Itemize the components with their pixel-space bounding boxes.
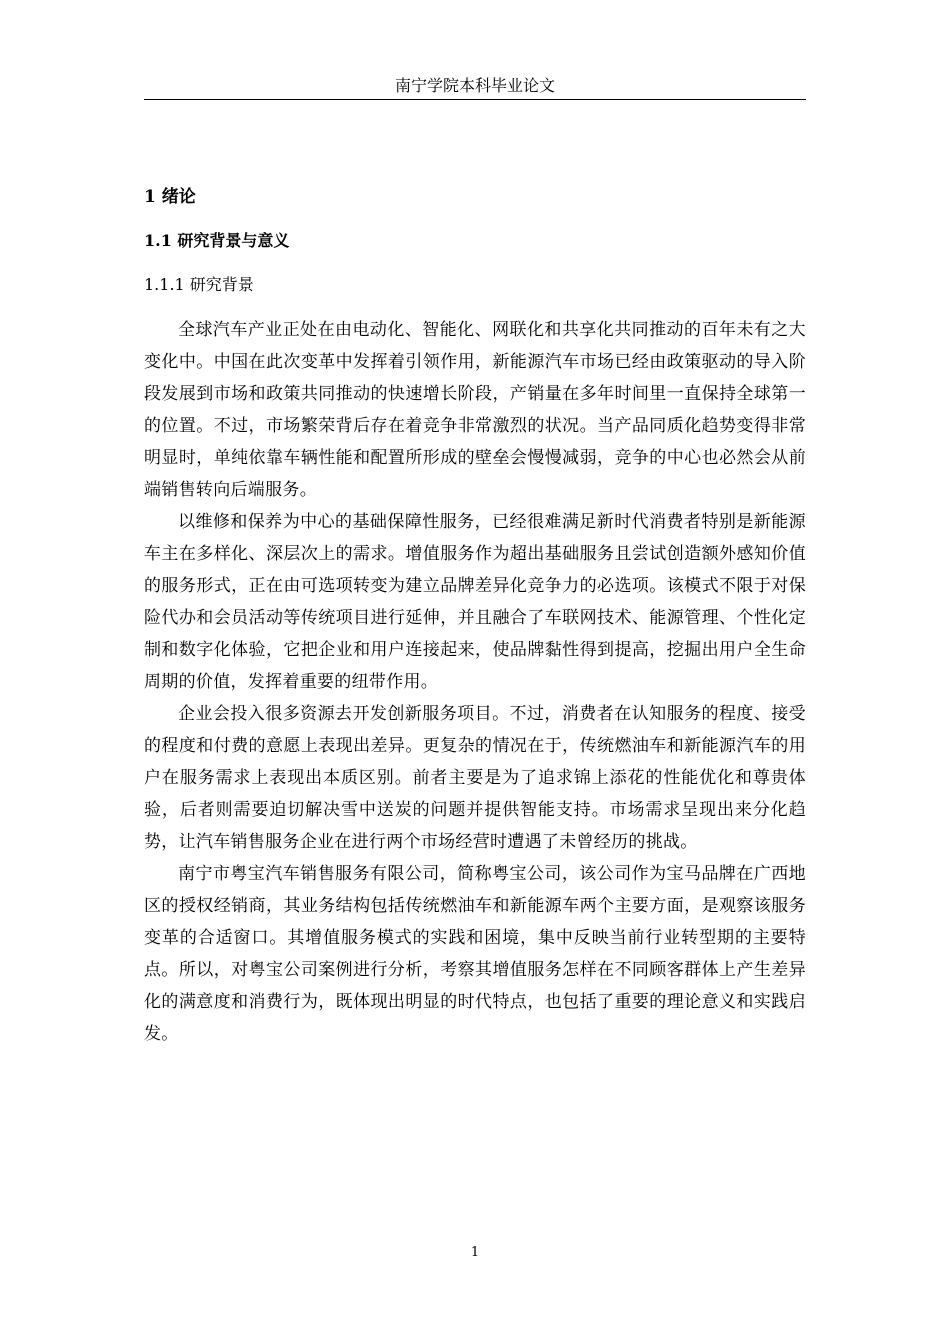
page-number: 1 (470, 1245, 480, 1260)
paragraph: 南宁市粤宝汽车销售服务有限公司，简称粤宝公司，该公司作为宝马品牌在广西地区的授权经销商，其业务结构包括传统燃油车和新能源车两个主要方面，是观察该服务变革的合适窗口。其增值服务模式的实践和困境，集中反映当前行业转型期的主要特点。所以，对粤宝公司案例进行分析，考察其增值服务怎样在不同顾客群体上产生差异化的满意度和消费行为，既体现出明显的时代特点，也包括了重要的理论意义和实践启发。 (144, 864, 806, 1044)
section-heading: 1.1 研究背景与意义 (144, 231, 290, 250)
paragraph: 全球汽车产业正处在由电动化、智能化、网联化和共享化共同推动的百年未有之大变化中。中国在此次变革中发挥着引领作用，新能源汽车市场已经由政策驱动的导入阶段发展到市场和政策共同推动的快速增长阶段，产销量在多年时间里一直保持全球第一的位置。不过，市场繁荣背后存在着竞争非常激烈的状况。当产品同质化趋势变得非常明显时，单纯依靠车辆性能和配置所形成的壁垒会慢慢减弱，竞争的中心也必然会从前端销售转向后端服务。 (144, 320, 806, 500)
body-text (144, 314, 806, 1050)
paragraph: 以维修和保养为中心的基础保障性服务，已经很难满足新时代消费者特别是新能源车主在多样化、深层次上的需求。增值服务作为超出基础服务且尝试创造额外感知价值的服务形式，正在由可选项转变为建立品牌差异化竞争力的必选项。该模式不限于对保险代办和会员活动等传统项目进行延伸，并且融合了车联网技术、能源管理、个性化定制和数字化体验，它把企业和用户连接起来，使品牌黏性得到提高，挖掘出用户全生命周期的价值，发挥着重要的纽带作用。 (144, 512, 806, 692)
chapter-heading: 1 绪论 (144, 187, 196, 207)
paragraph: 企业会投入很多资源去开发创新服务项目。不过，消费者在认知服务的程度、接受的程度和付费的意愿上表现出差异。更复杂的情况在于，传统燃油车和新能源汽车的用户在服务需求上表现出本质区别。前者主要是为了追求锦上添花的性能优化和尊贵体验，后者则需要迫切解决雪中送炭的问题并提供智能支持。市场需求呈现出来分化趋势，让汽车销售服务企业在进行两个市场经营时遭遇了未曾经历的挑战。 (144, 704, 806, 852)
header-rule (144, 99, 806, 100)
subsection-heading: 1.1.1 研究背景 (144, 275, 254, 294)
running-header: 南宁学院本科毕业论文 (394, 76, 555, 95)
